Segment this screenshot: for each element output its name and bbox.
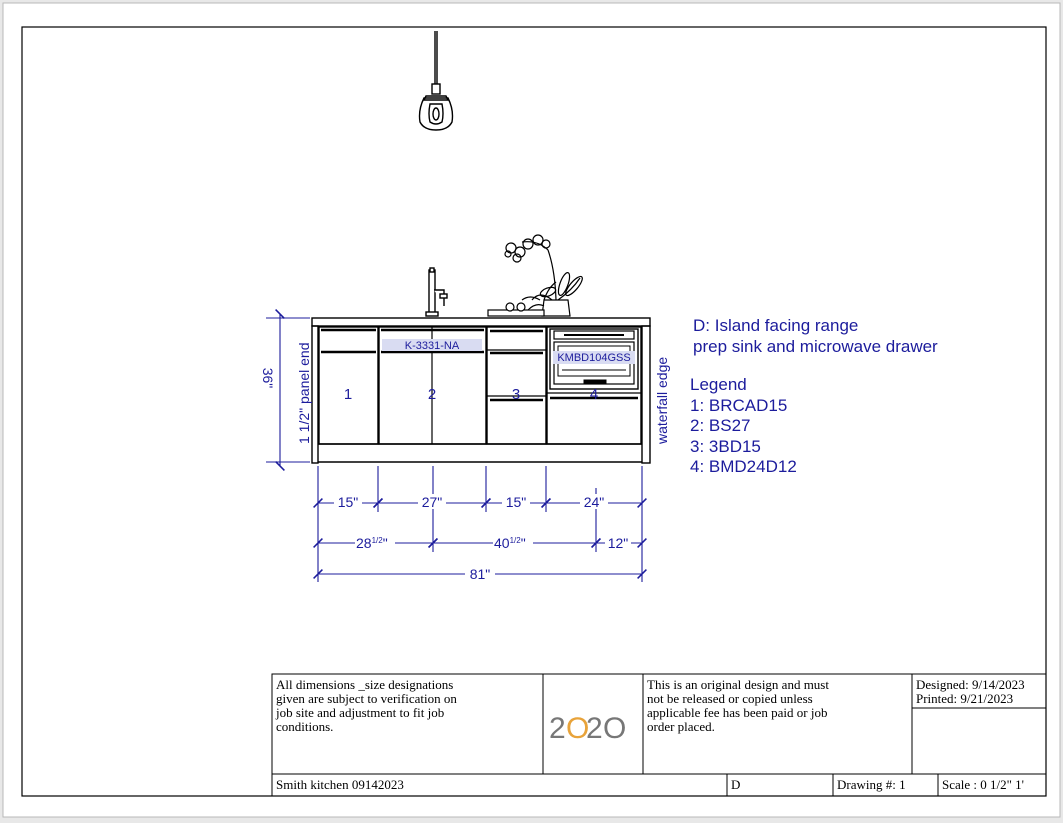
dim-15-a: 15" xyxy=(337,494,359,510)
dim-27: 27" xyxy=(421,494,443,510)
disclaimer-line-4: conditions. xyxy=(276,719,334,734)
svg-text:O: O xyxy=(603,712,627,745)
notice-line-1: This is an original design and must xyxy=(647,677,829,692)
disclaimer-line-1: All dimensions _size designations xyxy=(276,677,454,692)
svg-text:2: 2 xyxy=(586,712,603,745)
cabinet-number-3: 3 xyxy=(511,386,521,403)
legend-item-1: 1: BRCAD15 xyxy=(690,396,788,415)
scale: Scale : 0 1/2" 1' xyxy=(942,777,1025,792)
cabinet-number-1: 1 xyxy=(343,386,353,403)
designed-date: Designed: 9/14/2023 xyxy=(916,677,1025,692)
notice-line-2: not be released or copied unless xyxy=(647,691,813,706)
microwave-model-tag: KMBD104GSS xyxy=(557,352,631,364)
legend-item-4: 4: BMD24D12 xyxy=(690,457,797,476)
dim-15-b: 15" xyxy=(505,494,527,510)
elevation-heading-line2: prep sink and microwave drawer xyxy=(693,337,938,356)
legend-item-3: 3: 3BD15 xyxy=(690,437,761,456)
dim-12: 12" xyxy=(607,535,629,551)
svg-text:O: O xyxy=(566,712,590,745)
sink-model-tag: K-3331-NA xyxy=(404,340,460,352)
notice-line-4: order placed. xyxy=(647,719,715,734)
left-side-label: 1 1/2" panel end xyxy=(296,342,312,444)
dim-28-half: $28^{1/2}$" xyxy=(356,535,388,551)
countertop xyxy=(312,318,650,326)
right-side-label: waterfall edge xyxy=(654,356,670,444)
dim-81-total: 81" xyxy=(469,566,491,582)
height-dim-text: 36" xyxy=(260,367,276,389)
cabinet-number-4: 4 xyxy=(589,386,599,403)
dim-40-half: $40^{1/2}$" xyxy=(494,535,526,551)
cabinet-number-2: 2 xyxy=(427,386,437,403)
legend-title: Legend xyxy=(690,375,747,394)
paper xyxy=(3,3,1060,817)
2020-logo xyxy=(549,712,626,745)
disclaimer-line-2: given are subject to verification on xyxy=(276,691,457,706)
printed-date: Printed: 9/21/2023 xyxy=(916,691,1014,706)
legend-item-2: 2: BS27 xyxy=(690,416,751,435)
dim-24: 24" xyxy=(583,494,605,510)
view-letter: D xyxy=(731,777,741,792)
notice-line-3: applicable fee has been paid or job xyxy=(647,705,828,720)
disclaimer-line-3: job site and adjustment to fit job xyxy=(276,705,445,720)
svg-text:2: 2 xyxy=(549,712,566,745)
elevation-heading-line1: D: Island facing range xyxy=(693,316,859,335)
project-name: Smith kitchen 09142023 xyxy=(276,777,404,792)
drawing-number: Drawing #: 1 xyxy=(837,777,906,792)
